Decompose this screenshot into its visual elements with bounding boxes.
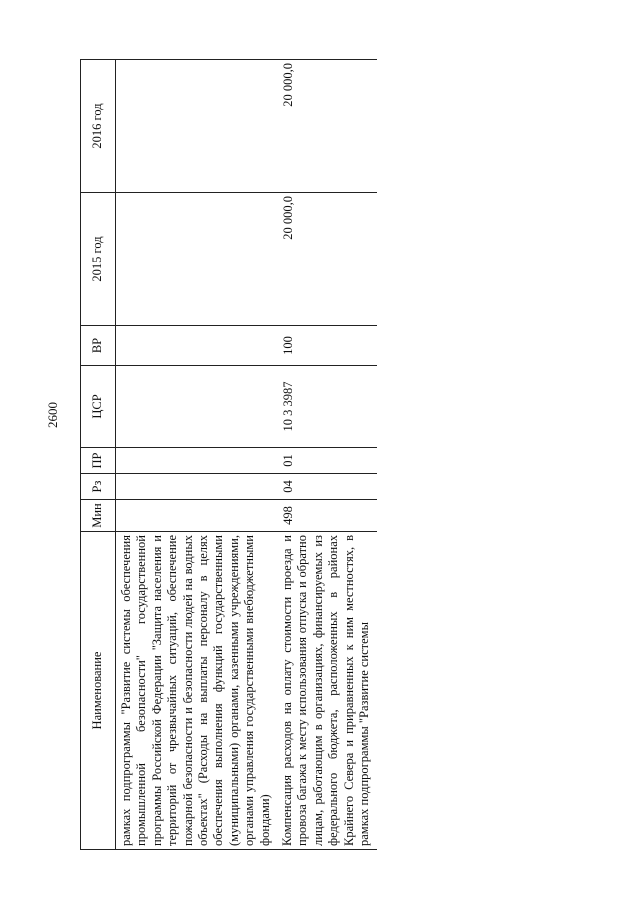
row-csr: 10 3 3987 bbox=[277, 366, 376, 448]
header-csr: ЦСР bbox=[81, 366, 116, 448]
row-vr bbox=[116, 326, 278, 366]
header-2015: 2015 год bbox=[81, 193, 116, 326]
row-2016 bbox=[116, 60, 278, 193]
header-pr: ПР bbox=[81, 448, 116, 474]
header-vr: ВР bbox=[81, 326, 116, 366]
table-header-row bbox=[81, 60, 116, 850]
row-pr: 01 bbox=[277, 448, 376, 474]
header-min: Мин bbox=[81, 500, 116, 532]
header-rz: Рз bbox=[81, 474, 116, 500]
row-rz bbox=[116, 474, 278, 500]
row-name: Компенсация расходов на оплату стоимости проезда и провоза багажа к месту использования отпуска и обратно лицам, работающим в организациях, финансируемых из федерального бюджета, расположенных в районах Крайнего Севера и приравненных к ним местностях, в рамках подпрограммы "Развитие системы bbox=[277, 532, 376, 850]
row-2015 bbox=[116, 193, 278, 326]
row-min bbox=[116, 500, 278, 532]
header-2016: 2016 год bbox=[81, 60, 116, 193]
row-rz: 04 bbox=[277, 474, 376, 500]
table-row bbox=[116, 60, 278, 850]
row-min: 498 bbox=[277, 500, 376, 532]
row-csr bbox=[116, 366, 278, 448]
row-vr: 100 bbox=[277, 326, 376, 366]
page-number: 2600 bbox=[45, 402, 60, 428]
row-2016: 20 000,0 bbox=[277, 60, 376, 193]
row-pr bbox=[116, 448, 278, 474]
row-name: рамках подпрограммы "Развитие системы обеспечения промышленной безопасности" государственной программы Российской Федерации "Защита населения и территорий от чрезвычайных ситуаций, обеспечение пожарной безопасности и безопасности людей на водных объектах" (Расходы на выплаты персоналу в целях обеспечения выполнения функций государственными (муниципальными) органами, казенными учреждениями, органами управления государственными внебюджетными фондами) bbox=[116, 532, 278, 850]
budget-table bbox=[80, 59, 377, 850]
header-name: Наименование bbox=[81, 532, 116, 850]
row-2015: 20 000,0 bbox=[277, 193, 376, 326]
budget-table-sheet bbox=[80, 60, 620, 850]
table-row bbox=[277, 60, 376, 850]
